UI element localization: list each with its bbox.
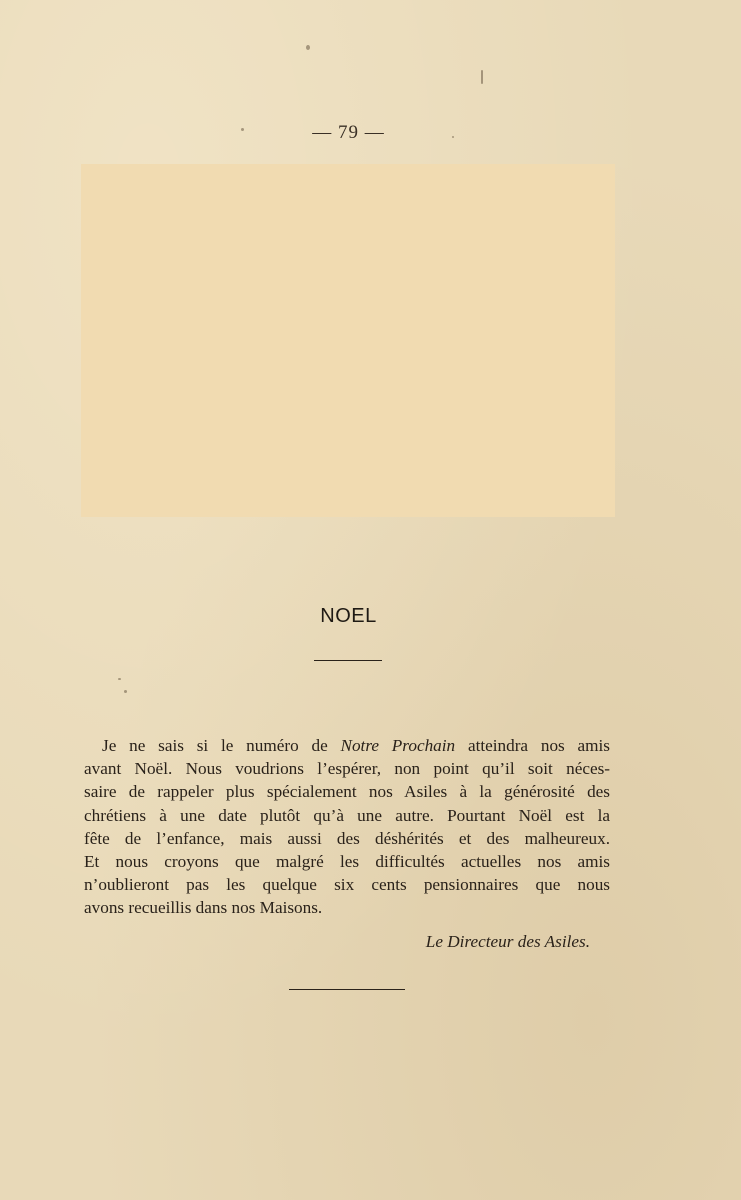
journal-title: Notre Prochain <box>340 736 456 755</box>
body-line-7: n’oublieront pas les quelque six cents pensionnaires que nous <box>84 875 610 895</box>
body-line-1-end: atteindra nos amis <box>455 736 610 755</box>
body-line-5: fête de l’enfance, mais aussi des déshérités et des malheureux. <box>84 828 610 848</box>
title-rule <box>314 660 382 661</box>
signature: Le Directeur des Asiles. <box>425 932 590 951</box>
paper-speck <box>118 678 121 680</box>
illustration-area <box>81 164 615 517</box>
page-title: NOEL <box>320 605 377 627</box>
body-line-1-start: Je ne sais si le numéro de <box>102 736 341 755</box>
closing-rule <box>289 989 405 990</box>
body-line-8: avons recueillis dans nos Maisons. <box>84 898 323 918</box>
body-paragraph <box>84 734 610 920</box>
body-line-2: avant Noël. Nous voudrions l’espérer, non point qu’il soit néces- <box>84 759 610 779</box>
body-line-3: saire de rappeler plus spécialement nos Asiles à la générosité des <box>84 782 610 802</box>
body-line-1 <box>84 734 610 757</box>
paper-speck <box>306 45 310 50</box>
body-line-4: chrétiens à une date plutôt qu’à une autre. Pourtant Noël est la <box>84 805 610 825</box>
paper-speck <box>241 128 244 131</box>
paper-speck <box>481 70 483 84</box>
paper-speck <box>124 690 127 693</box>
page-number: — 79 — <box>312 122 385 143</box>
body-line-6: Et nous croyons que malgré les difficultés actuelles nos amis <box>84 852 610 872</box>
paper-speck <box>452 136 454 138</box>
